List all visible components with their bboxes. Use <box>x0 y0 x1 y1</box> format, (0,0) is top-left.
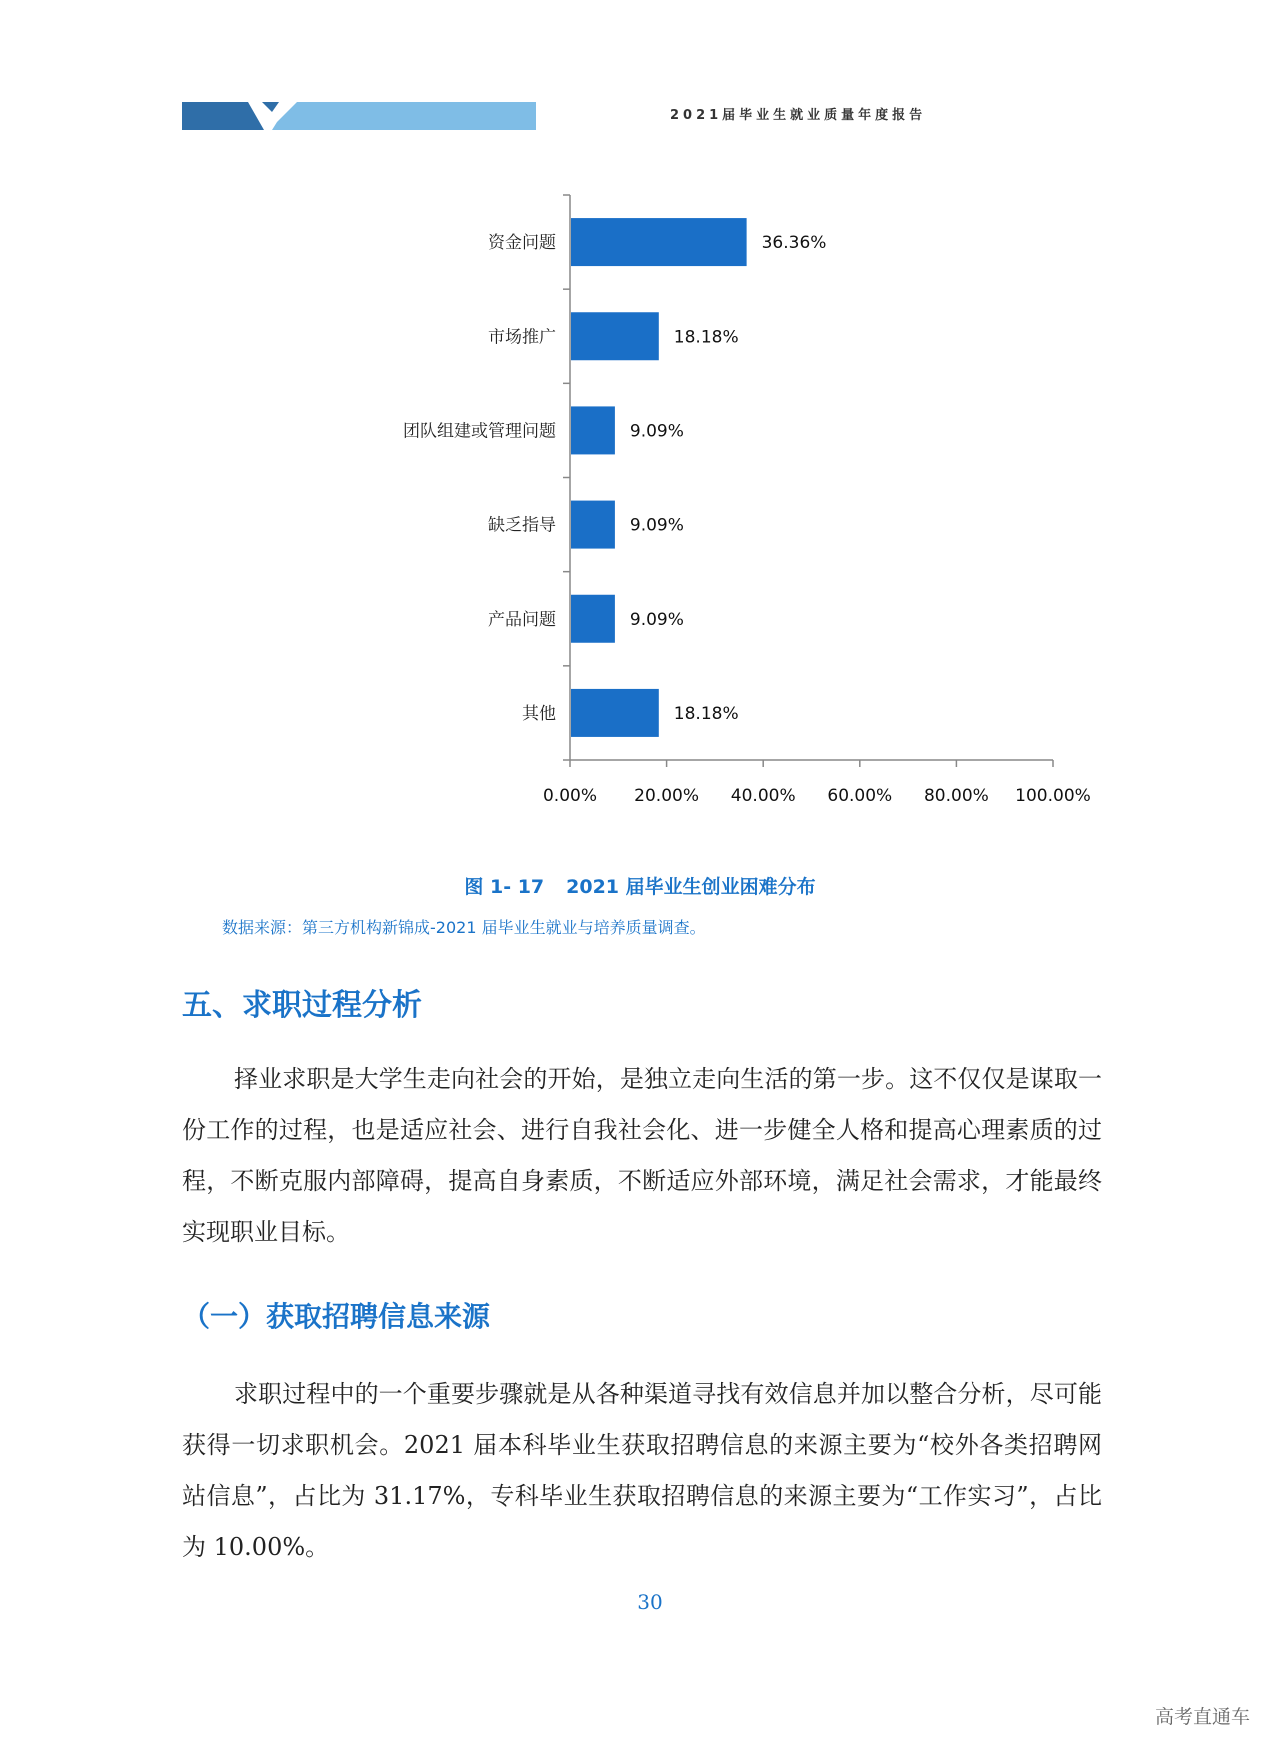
bar <box>571 689 659 737</box>
header-decor-band <box>182 102 536 130</box>
data-label: 18.18% <box>673 703 739 724</box>
data-label: 36.36% <box>761 233 827 254</box>
report-header-title: 2021届毕业生就业质量年度报告 <box>670 108 927 123</box>
category-label: 产品问题 <box>488 609 556 630</box>
x-tick-label: 40.00% <box>730 786 796 806</box>
data-label: 9.09% <box>629 609 684 630</box>
category-label: 资金问题 <box>488 233 556 254</box>
section-heading: 五、求职过程分析 <box>182 988 422 1023</box>
data-label: 9.09% <box>629 421 684 442</box>
subsection-paragraph: 求职过程中的一个重要步骤就是从各种渠道寻找有效信息并加以整合分析，尽可能获得一切求职机会。2021 届本科毕业生获取招聘信息的来源主要为“校外各类招聘网站信息”，占比为 31.17%，专科毕业生获取招聘信息的来源主要为“工作实习”，占比为 10.00%。 <box>182 1380 1102 1561</box>
category-label: 团队组建或管理问题 <box>403 421 556 442</box>
data-label: 9.09% <box>629 515 684 536</box>
x-tick-label: 60.00% <box>827 786 893 806</box>
bar <box>571 595 615 643</box>
figure-number: 图 1- 17 <box>464 876 545 898</box>
category-label: 缺乏指导 <box>488 515 556 536</box>
category-label: 市场推广 <box>488 327 556 348</box>
watermark: 高考直通车 <box>1154 1706 1250 1728</box>
figure-source-note: 数据来源：第三方机构新锦成-2021 届毕业生就业与培养质量调查。 <box>222 918 706 937</box>
page-number: 30 <box>637 1590 663 1614</box>
figure-caption <box>0 872 1280 899</box>
category-label: 其他 <box>522 703 556 724</box>
bar <box>571 406 615 454</box>
subsection-heading: （一）获取招聘信息来源 <box>182 1300 491 1333</box>
figure-title: 2021 届毕业生创业困难分布 <box>566 876 816 898</box>
x-tick-label: 0.00% <box>542 786 598 806</box>
bar <box>571 501 615 549</box>
bar <box>571 312 659 360</box>
startup-difficulty-bar-chart <box>0 180 1280 820</box>
x-tick-label: 100.00% <box>1015 786 1091 806</box>
x-tick-label: 20.00% <box>634 786 700 806</box>
section-paragraph: 择业求职是大学生走向社会的开始，是独立走向生活的第一步。这不仅仅是谋取一份工作的过程，也是适应社会、进行自我社会化、进一步健全人格和提高心理素质的过程，不断克服内部障碍，提高自身素质，不断适应外部环境，满足社会需求，才能最终实现职业目标。 <box>182 1065 1102 1246</box>
bar <box>571 218 747 266</box>
data-label: 18.18% <box>673 327 739 348</box>
x-tick-label: 80.00% <box>923 786 989 806</box>
